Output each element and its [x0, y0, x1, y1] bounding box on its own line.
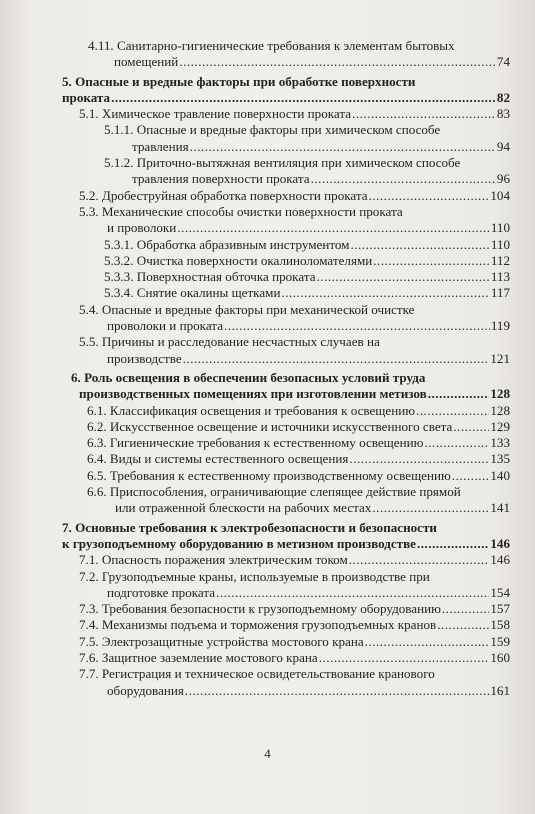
- toc-entry-row: [79, 552, 510, 568]
- toc-entry: [62, 617, 510, 633]
- toc-entry-row: [104, 269, 510, 285]
- dot-leader: [416, 403, 489, 419]
- toc-entry-row: [79, 188, 510, 204]
- toc-entry-line: 4.11. Санитарно-гигиенические требования к элементам бытовых: [88, 38, 455, 53]
- toc-entry: [62, 552, 510, 568]
- page-number: 4: [264, 746, 271, 761]
- toc-entry-page: 157: [490, 601, 510, 617]
- toc-entry: [62, 253, 510, 269]
- toc-entry-page: 140: [490, 467, 510, 483]
- toc-entry: [62, 188, 510, 204]
- toc-entry: [62, 650, 510, 666]
- dot-leader: [216, 585, 489, 601]
- toc-entry-page: 83: [496, 106, 510, 122]
- toc-entry-page: 154: [490, 584, 510, 600]
- dot-leader: [281, 285, 489, 301]
- toc-entry-page: 74: [496, 54, 510, 70]
- toc-entry: [62, 122, 510, 155]
- dot-leader: [453, 419, 489, 435]
- toc-entry-title: 7.6. Защитное заземление мостового крана: [79, 649, 318, 665]
- toc-entry-line: 7.2. Грузоподъемные краны, используемые в производстве при: [79, 568, 430, 584]
- toc-entry-title: проволоки и проката: [107, 318, 224, 334]
- toc-entry-page: 119: [490, 318, 510, 334]
- toc-entry-page: 112: [490, 252, 510, 268]
- dot-leader: [452, 468, 490, 484]
- toc-entry: [62, 666, 510, 699]
- toc-entry-page: 96: [496, 171, 510, 187]
- toc-entry-title: оборудования: [107, 682, 184, 698]
- dot-leader: [185, 683, 489, 699]
- toc-entry-row: [104, 139, 510, 155]
- dot-leader: [369, 188, 490, 204]
- toc-entry-page: 128: [490, 386, 510, 402]
- toc-entry-page: 135: [490, 451, 510, 467]
- toc-entry-page: 110: [490, 236, 510, 252]
- dot-leader: [350, 237, 489, 253]
- toc-entry: [62, 435, 510, 451]
- toc-entry-row: [62, 536, 510, 552]
- dot-leader: [349, 451, 489, 467]
- toc-entry-title: 6.4. Виды и системы естественного освещения: [87, 451, 349, 467]
- toc-entry-page: 121: [490, 350, 510, 366]
- dot-leader: [179, 54, 496, 70]
- toc-entry-line: 7. Основные требования к электробезопасности и безопасности: [62, 519, 437, 535]
- toc-entry-title: 7.5. Электрозащитные устройства мостового крана: [79, 633, 364, 649]
- toc-entry-page: 129: [490, 418, 510, 434]
- toc-entry-title: 5.2. Дробеструйная обработка поверхности проката: [79, 187, 368, 203]
- toc-entry-row: [104, 253, 510, 269]
- dot-leader: [311, 171, 496, 187]
- dot-leader: [365, 634, 490, 650]
- toc-entry-title: 5.3.4. Снятие окалины щетками: [104, 285, 281, 301]
- toc-entry-row: [79, 683, 510, 699]
- toc-entry-title: 7.4. Механизмы подъема и торможения грузоподъемных кранов: [79, 617, 437, 633]
- toc-entry-row: [104, 237, 510, 253]
- toc-entry-line: 5.4. Опасные и вредные факторы при механической очистке: [79, 301, 415, 317]
- toc-entry-line: 5. Опасные и вредные факторы при обработке поверхности: [62, 73, 416, 89]
- toc-entry-title: производстве: [107, 350, 182, 366]
- toc-entry-row: [79, 106, 510, 122]
- toc-entry-row: [71, 386, 510, 402]
- dot-leader: [111, 90, 496, 106]
- toc-entry: [62, 419, 510, 435]
- table-of-contents: [62, 38, 510, 699]
- toc-entry-page: 82: [496, 89, 510, 105]
- toc-entry-row: [79, 634, 510, 650]
- dot-leader: [373, 253, 490, 269]
- toc-entry-row: [79, 585, 510, 601]
- toc-entry-page: 146: [490, 535, 510, 551]
- toc-entry-title: 5.3.1. Обработка абразивным инструментом: [104, 236, 350, 252]
- dot-leader: [177, 220, 490, 236]
- toc-entry: [62, 38, 510, 71]
- toc-entry-row: [87, 468, 510, 484]
- toc-entry-row: [88, 54, 510, 70]
- toc-entry-page: 161: [490, 682, 510, 698]
- toc-entry-row: [79, 351, 510, 367]
- toc-entry: [62, 370, 510, 403]
- toc-entry-title: 7.1. Опасность поражения электрическим током: [79, 552, 348, 568]
- toc-entry: [62, 451, 510, 467]
- toc-entry-title: помещений: [114, 54, 179, 70]
- toc-entry-page: 113: [490, 269, 510, 285]
- toc-entry-row: [87, 403, 510, 419]
- toc-entry-line: 5.3. Механические способы очистки поверхности проката: [79, 203, 403, 219]
- toc-entry: [62, 468, 510, 484]
- toc-entry: [62, 634, 510, 650]
- toc-entry: [62, 601, 510, 617]
- toc-entry-title: 7.3. Требования безопасности к грузоподъемному оборудованию: [79, 601, 441, 617]
- toc-entry-line: 5.1.2. Приточно-вытяжная вентиляция при химическом способе: [104, 155, 461, 171]
- toc-entry-page: 146: [490, 552, 510, 568]
- toc-entry-row: [79, 617, 510, 633]
- toc-entry-page: 141: [490, 500, 510, 516]
- toc-entry-title: и проволоки: [107, 220, 177, 236]
- toc-entry: [62, 302, 510, 335]
- toc-entry-title: 5.3.3. Поверхностная обточка проката: [104, 269, 316, 285]
- toc-entry: [62, 269, 510, 285]
- toc-entry-title: травления: [132, 138, 189, 154]
- toc-entry-page: 159: [490, 633, 510, 649]
- toc-entry: [62, 204, 510, 237]
- dot-leader: [372, 500, 489, 516]
- toc-entry-title: 6.1. Классификация освещения и требования к освещению: [87, 402, 415, 418]
- toc-entry-title: 5.3.2. Очистка поверхности окалиноломателями: [104, 252, 373, 268]
- dot-leader: [183, 351, 490, 367]
- dot-leader: [190, 139, 496, 155]
- toc-entry-row: [87, 419, 510, 435]
- toc-entry-title: 6.5. Требования к естественному производственному освещению: [87, 467, 451, 483]
- toc-entry: [62, 520, 510, 553]
- toc-entry: [62, 569, 510, 602]
- toc-entry-row: [79, 318, 510, 334]
- toc-entry-title: травления поверхности проката: [132, 171, 310, 187]
- toc-entry-row: [104, 285, 510, 301]
- dot-leader: [417, 536, 489, 552]
- toc-entry-row: [79, 220, 510, 236]
- toc-entry-title: подготовке проката: [107, 584, 216, 600]
- toc-entry-row: [79, 650, 510, 666]
- toc-entry: [62, 334, 510, 367]
- toc-entry-page: 94: [496, 138, 510, 154]
- toc-entry-title: 6.3. Гигиенические требования к естественному освещению: [87, 435, 424, 451]
- toc-entry-row: [87, 451, 510, 467]
- toc-entry-title: 6.2. Искусственное освещение и источники искусственного света: [87, 418, 453, 434]
- toc-entry: [62, 285, 510, 301]
- dot-leader: [224, 318, 490, 334]
- toc-entry-line: 5.1.1. Опасные и вредные факторы при химическом способе: [104, 122, 441, 138]
- toc-entry-page: 110: [490, 220, 510, 236]
- toc-entry-title: 5.1. Химическое травление поверхности проката: [79, 106, 352, 122]
- toc-entry-page: 117: [490, 285, 510, 301]
- dot-leader: [428, 386, 490, 402]
- toc-entry: [62, 155, 510, 188]
- dot-leader: [352, 106, 496, 122]
- toc-entry-row: [79, 601, 510, 617]
- toc-entry: [62, 237, 510, 253]
- dot-leader: [317, 269, 490, 285]
- toc-entry: [62, 403, 510, 419]
- toc-entry-title: проката: [62, 89, 111, 105]
- toc-entry-page: 133: [490, 435, 510, 451]
- dot-leader: [437, 617, 489, 633]
- toc-entry: [62, 484, 510, 517]
- dot-leader: [442, 601, 489, 617]
- toc-entry-page: 158: [490, 617, 510, 633]
- dot-leader: [424, 435, 489, 451]
- toc-entry-line: 6.6. Приспособления, ограничивающие слепящее действие прямой: [87, 484, 461, 500]
- toc-entry-title: к грузоподъемному оборудованию в метизном производстве: [62, 535, 416, 551]
- toc-entry-row: [104, 171, 510, 187]
- toc-entry-line: 5.5. Причины и расследование несчастных случаев на: [79, 334, 380, 350]
- toc-entry-line: 6. Роль освещения в обеспечении безопасных условий труда: [71, 369, 426, 385]
- toc-entry-row: [87, 435, 510, 451]
- toc-entry: [62, 74, 510, 107]
- toc-entry-page: 104: [490, 187, 510, 203]
- dot-leader: [349, 552, 490, 568]
- toc-entry-row: [62, 90, 510, 106]
- toc-entry: [62, 106, 510, 122]
- toc-entry-page: 160: [490, 649, 510, 665]
- toc-entry-row: [87, 500, 510, 516]
- toc-entry-line: 7.7. Регистрация и техническое освидетельствование кранового: [79, 666, 435, 682]
- toc-entry-page: 128: [490, 402, 510, 418]
- toc-entry-title: производственных помещениях при изготовлении метизов: [79, 386, 427, 402]
- toc-entry-title: или отраженной блескости на рабочих местах: [115, 500, 372, 516]
- dot-leader: [319, 650, 490, 666]
